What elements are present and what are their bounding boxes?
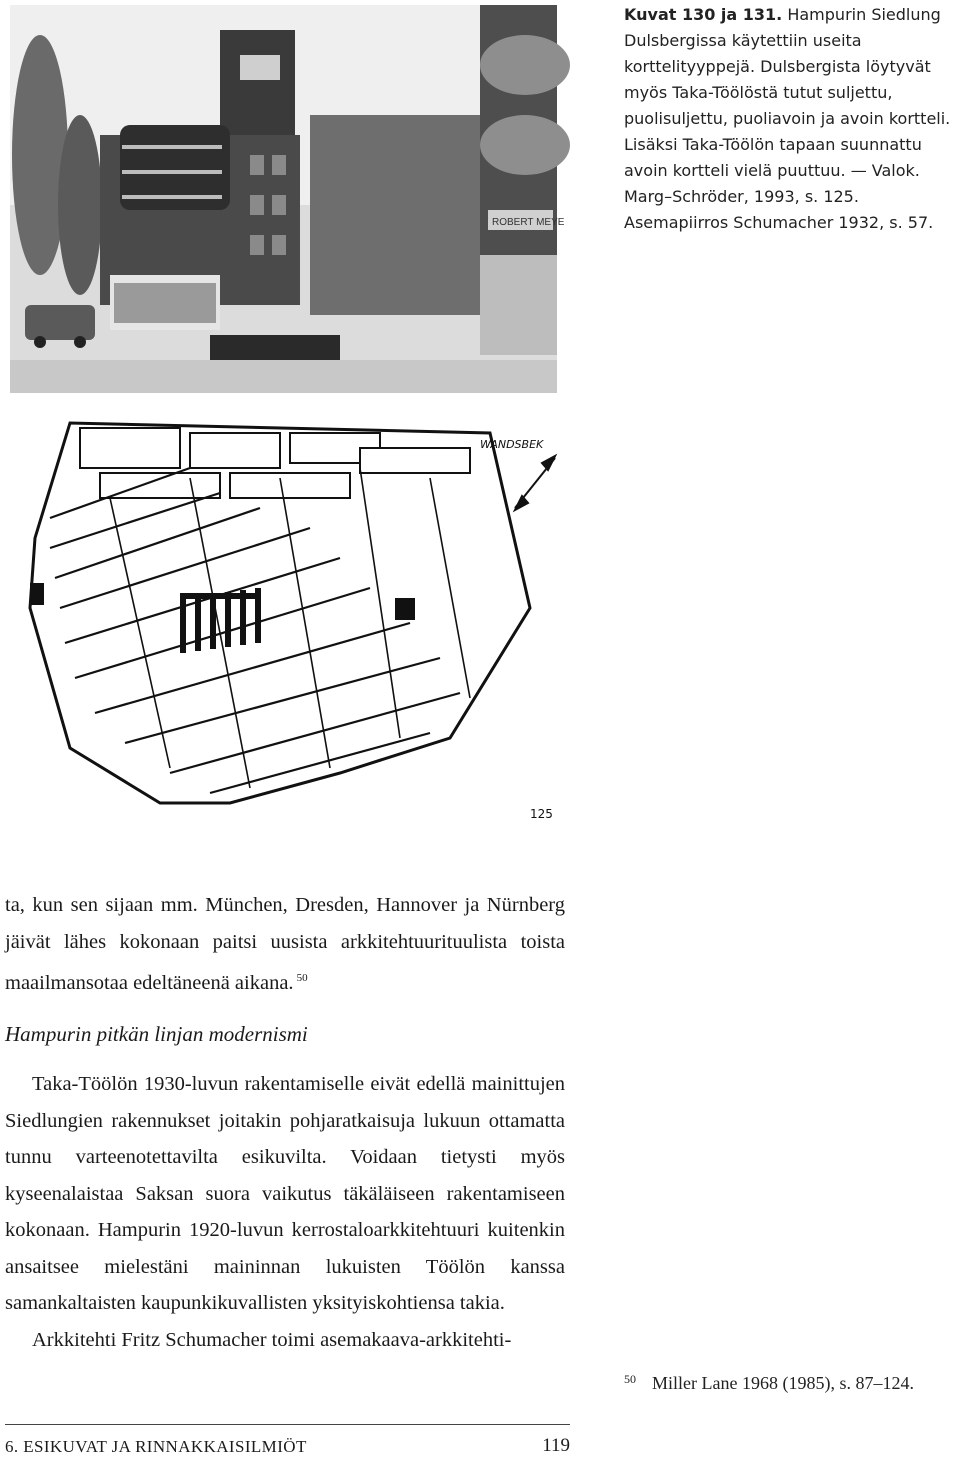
site-plan-map	[10, 408, 570, 828]
paragraph-3-text: Arkkitehti Fritz Schumacher toimi asemakaava-arkkitehti-	[32, 1328, 512, 1351]
figure-caption	[624, 2, 960, 236]
map-figure-number: 125	[530, 807, 553, 821]
page-number: 119	[542, 1435, 570, 1456]
map-label-wandsbek: WANDSBEK	[480, 438, 544, 451]
chapter-title: 6. ESIKUVAT JA RINNAKKAISILMIÖT	[5, 1437, 307, 1456]
caption-text: Hampurin Siedlung Dulsbergissa käytettiin useita korttelityyppejä. Dulsbergista löytyvät myös Taka-Töölöstä tutut suljettu, puolisuljettu, puoliavoin ja avoin kortteli. Lisäksi Taka-Töölön tapaan suunnattu avoin kortteli vielä puuttuu. — Valok. Marg–Schröder, 1993, s. 125. Asemapiirros Schumacher 1932, s. 57.	[624, 5, 951, 232]
paragraph-2-text: Taka-Töölön 1930-luvun rakentamiselle eivät edellä mainittujen Siedlungien rakennukset joitakin pohjaratkaisuja lukuun ottamatta tunnu varteenotettavilta esikuvilta. Voidaan tietysti myös kyseenalaistaa Saksan suora vaikutus täkäläiseen rakentamiseen kokonaan. Hampurin 1920-luvun kerrostaloarkkitehtuuri kuitenkin ansaitsee mielestäni maininnan lukuisten Töölön kanssa samankaltaisten kaupunkikuvallisten yksityiskohtiensa takia.	[5, 1073, 565, 1314]
footnote-ref: 50	[296, 972, 308, 984]
footnote-text: Miller Lane 1968 (1985), s. 87–124.	[652, 1373, 914, 1393]
body-paragraph-1	[5, 887, 565, 1002]
section-heading: Hampurin pitkän linjan modernismi	[5, 1022, 308, 1046]
body-paragraph-2	[5, 1066, 565, 1358]
caption-lead: Kuvat 130 ja 131.	[624, 5, 783, 24]
footnote-number: 50	[624, 1372, 636, 1386]
page-footer	[5, 1424, 570, 1456]
building-photo	[10, 5, 565, 393]
shop-sign-right: ROBERT MEYE	[492, 217, 565, 228]
footnote	[624, 1372, 914, 1394]
paragraph-1-text: ta, kun sen sijaan mm. München, Dresden, Hannover ja Nürnberg jäivät lähes kokonaan paitsi uusista arkkitehtuurituulista toista maailmansotaa edeltäneenä aikana.	[5, 894, 565, 994]
